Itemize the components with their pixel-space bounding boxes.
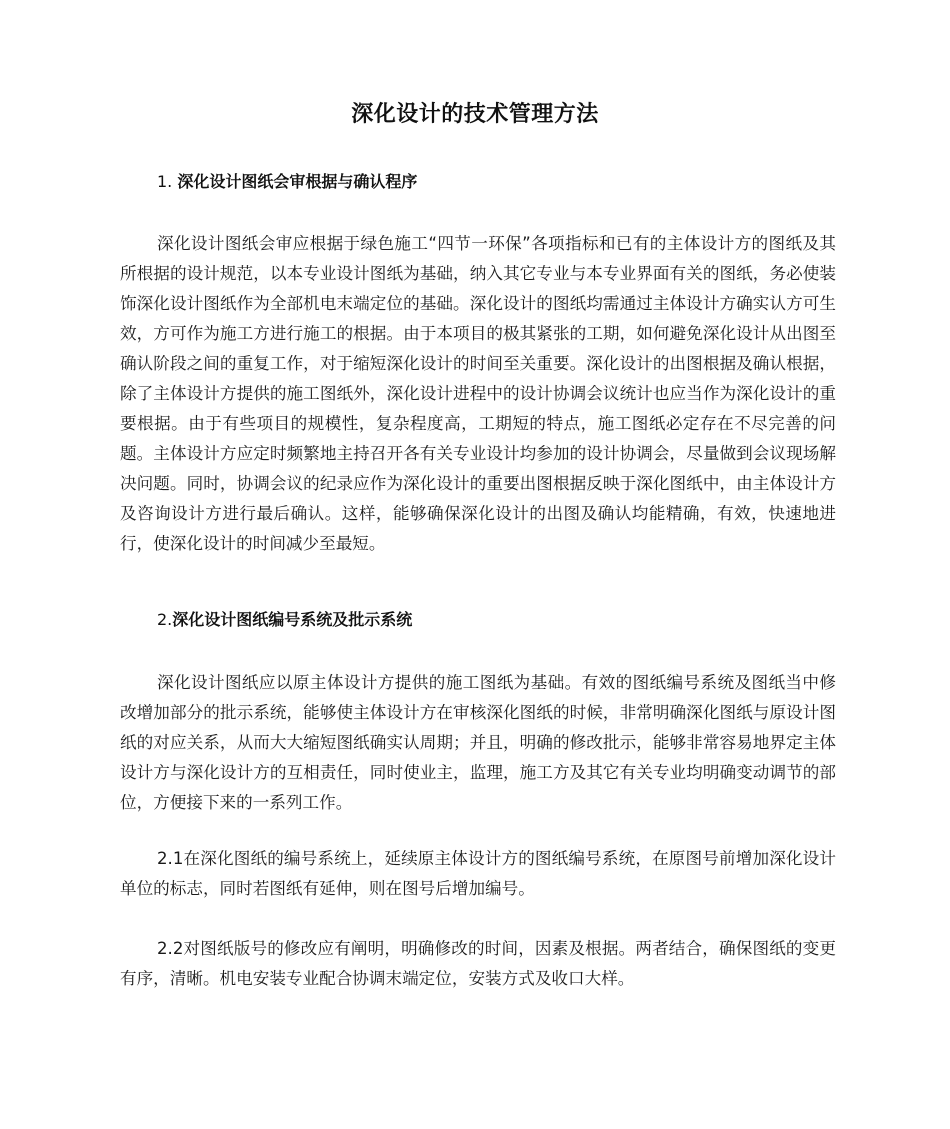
document-title: 深化设计的技术管理方法 [351, 102, 599, 127]
section-number: 2. [157, 610, 173, 629]
section-heading-1 [157, 171, 417, 193]
section-heading-text: 深化设计图纸会审根据与确认程序 [177, 172, 418, 191]
section-heading-2 [157, 609, 412, 631]
section-heading-text: 深化设计图纸编号系统及批示系统 [172, 610, 413, 629]
paragraph: 2.1在深化图纸的编号系统上，延续原主体设计方的图纸编号系统，在原图号前增加深化设计单位的标志，同时若图纸有延伸，则在图号后增加编号。 [120, 849, 836, 898]
section-number: 1. [157, 172, 178, 191]
paragraph: 深化设计图纸会审应根据于绿色施工“四节一环保”各项指标和已有的主体设计方的图纸及其所根据的设计规范，以本专业设计图纸为基础，纳入其它专业与本专业界面有关的图纸，务必使装饰深化设计图纸作为全部机电末端定位的基础。深化设计的图纸均需通过主体设计方确实认方可生效，方可作为施工方进行施工的根据。由于本项目的极其紧张的工期，如何避免深化设计从出图至确认阶段之间的重复工作，对于缩短深化设计的时间至关重要。深化设计的出图根据及确认根据，除了主体设计方提供的施工图纸外，深化设计进程中的设计协调会议统计也应当作为深化设计的重要根据。由于有些项目的规模性，复杂程度高，工期短的特点，施工图纸必定存在不尽完善的问题。主体设计方应定时频繁地主持召开各有关专业设计均参加的设计协调会，尽量做到会议现场解决问题。同时，协调会议的纪录应作为深化设计的重要出图根据反映于深化图纸中，由主体设计方及咨询设计方进行最后确认。这样，能够确保深化设计的出图及确认均能精确，有效，快速地进行，使深化设计的时间减少至最短。 [120, 234, 836, 553]
paragraph: 2.2对图纸版号的修改应有阐明，明确修改的时间，因素及根据。两者结合，确保图纸的变更有序，清晰。机电安装专业配合协调末端定位，安装方式及收口大样。 [120, 939, 836, 988]
paragraph: 深化设计图纸应以原主体设计方提供的施工图纸为基础。有效的图纸编号系统及图纸当中修改增加部分的批示系统，能够使主体设计方在审核深化图纸的时候，非常明确深化图纸与原设计图纸的对应关系，从而大大缩短图纸确实认周期；并且，明确的修改批示，能够非常容易地界定主体设计方与深化设计方的互相责任，同时使业主，监理，施工方及其它有关专业均明确变动调节的部位，方便接下来的一系列工作。 [120, 673, 836, 812]
